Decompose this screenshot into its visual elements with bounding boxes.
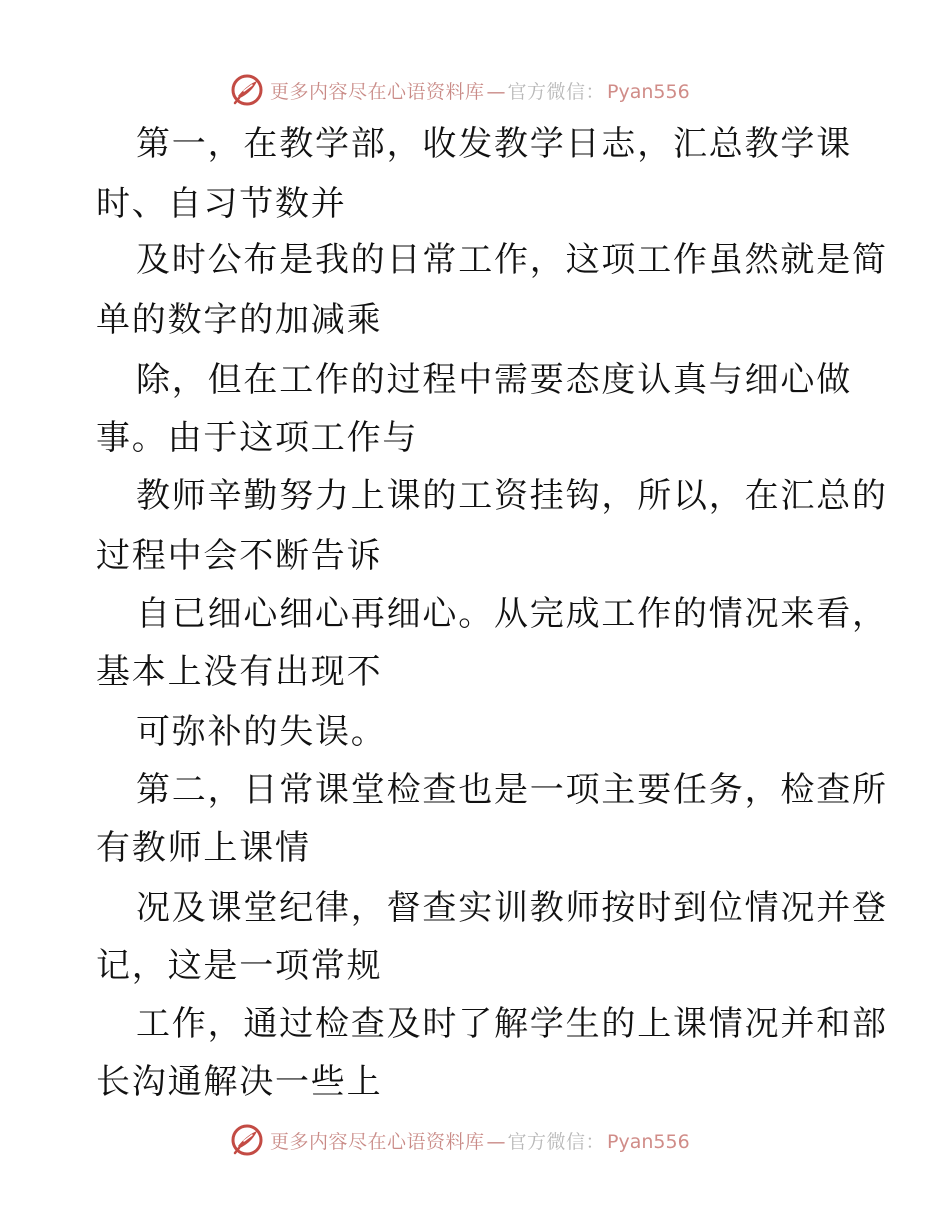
footer-official-label: 官方微信：: [507, 1130, 606, 1153]
body-line-7: 教师辛勤努力上课的工资挂钩，所以，在汇总的: [136, 476, 888, 516]
body-line-12: 第二，日常课堂检查也是一项主要任务，检查所: [136, 770, 888, 810]
body-line-3: 及时公布是我的日常工作，这项工作虽然就是简: [136, 240, 888, 280]
body-line-8: 过程中会不断告诉: [96, 536, 383, 576]
body-line-17: 长沟通解决一些上: [96, 1062, 383, 1102]
body-line-1: 第一，在教学部，收发教学日志，汇总教学课: [136, 124, 852, 164]
footer-brand: 更多内容尽在心语资料库: [270, 1130, 485, 1153]
body-line-9: 自已细心细心再细心。从完成工作的情况来看，: [136, 594, 888, 634]
header-official-label: 官方微信：: [507, 80, 606, 103]
header-dash: —: [486, 80, 506, 103]
header-handle: Pyan556: [607, 80, 690, 103]
body-line-11: 可弥补的失误。: [136, 712, 387, 752]
footer-dash: —: [486, 1130, 506, 1153]
body-line-16: 工作，通过检查及时了解学生的上课情况并和部: [136, 1004, 888, 1044]
footer-handle: Pyan556: [607, 1130, 690, 1153]
body-line-5: 除，但在工作的过程中需要态度认真与细心做: [136, 360, 852, 400]
body-line-6: 事。由于这项工作与: [96, 418, 419, 458]
body-line-14: 况及课堂纪律，督查实训教师按时到位情况并登: [136, 888, 888, 928]
footer-text: [270, 1127, 690, 1154]
body-line-10: 基本上没有出现不: [96, 652, 383, 692]
header-brand: 更多内容尽在心语资料库: [270, 80, 485, 103]
body-line-2: 时、自习节数并: [96, 184, 347, 224]
body-line-4: 单的数字的加减乘: [96, 300, 383, 340]
quill-logo-icon: [230, 1123, 264, 1157]
footer-banner: [230, 1120, 750, 1160]
body-line-13: 有教师上课情: [96, 828, 311, 868]
body-line-15: 记，这是一项常规: [96, 946, 383, 986]
